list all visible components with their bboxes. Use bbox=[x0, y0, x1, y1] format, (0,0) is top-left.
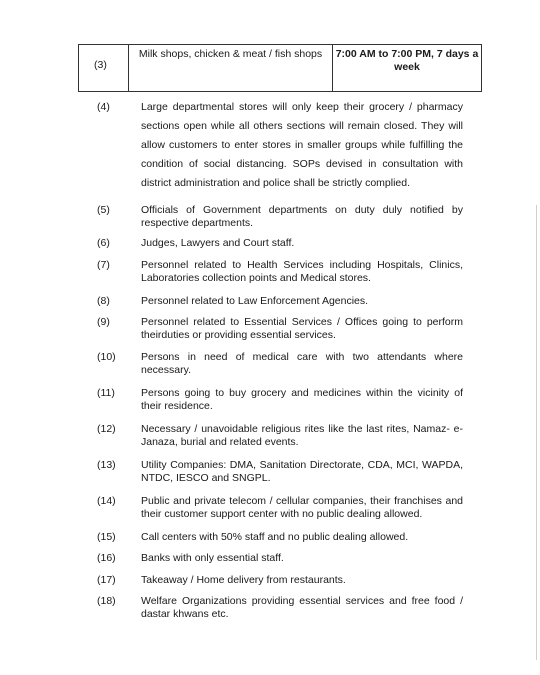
item-text: Welfare Organizations providing essential services and free food / dastar khwans etc. bbox=[141, 595, 463, 620]
item-number: (8) bbox=[97, 295, 110, 307]
item-number: (4) bbox=[97, 101, 110, 113]
item-number: (13) bbox=[97, 459, 116, 471]
timing-table-row bbox=[78, 44, 482, 92]
item-number: (6) bbox=[97, 237, 110, 249]
item-text: Large departmental stores will only keep their grocery / pharmacy sections open while all others sections will remain closed. They will allow customers to enter stores in smaller groups while fulfilling the condition of social distancing. SOPs devised in consultation with district administration and police shall be strictly complied. bbox=[141, 101, 463, 189]
item-number: (5) bbox=[97, 204, 110, 216]
item-number: (15) bbox=[97, 531, 116, 543]
row-category: Milk shops, chicken & meat / fish shops bbox=[129, 45, 333, 91]
item-number: (18) bbox=[97, 595, 116, 607]
item-number: (10) bbox=[97, 351, 116, 363]
item-number: (7) bbox=[97, 259, 110, 271]
row-timing: 7:00 AM to 7:00 PM, 7 days a week bbox=[335, 48, 479, 73]
item-number: (12) bbox=[97, 423, 116, 435]
item-number: (11) bbox=[97, 387, 115, 399]
item-text: Judges, Lawyers and Court staff. bbox=[141, 237, 295, 249]
item-text: Public and private telecom / cellular companies, their franchises and their customer support center with no public dealing allowed. bbox=[141, 495, 463, 520]
item-text: Personnel related to Law Enforcement Agencies. bbox=[141, 295, 369, 307]
item-text: Call centers with 50% staff and no public dealing allowed. bbox=[141, 531, 409, 543]
item-text: Banks with only essential staff. bbox=[141, 552, 284, 564]
item-text: Utility Companies: DMA, Sanitation Directorate, CDA, MCI, WAPDA, NTDC, IESCO and SNGPL. bbox=[141, 459, 463, 484]
item-number: (17) bbox=[97, 574, 116, 586]
item-text: Officials of Government departments on duty duly notified by respective departments. bbox=[141, 204, 463, 229]
item-text: Personnel related to Essential Services / Offices going to perform theirduties or providing essential services. bbox=[141, 316, 463, 341]
item-number: (16) bbox=[97, 552, 116, 564]
item-text: Takeaway / Home delivery from restaurants. bbox=[141, 574, 346, 586]
item-number: (9) bbox=[97, 316, 110, 328]
item-text: Persons going to buy grocery and medicines within the vicinity of their residence. bbox=[141, 387, 463, 412]
item-text: Personnel related to Health Services including Hospitals, Clinics, Laboratories collection points and Medical stores. bbox=[141, 259, 463, 284]
item-number: (14) bbox=[97, 495, 116, 507]
scrollbar[interactable] bbox=[536, 205, 537, 660]
item-text: Necessary / unavoidable religious rites like the last rites, Namaz- e-Janaza, burial and related events. bbox=[141, 423, 463, 448]
row-number: (3) bbox=[79, 45, 129, 91]
item-text: Persons in need of medical care with two attendants where necessary. bbox=[141, 351, 463, 376]
